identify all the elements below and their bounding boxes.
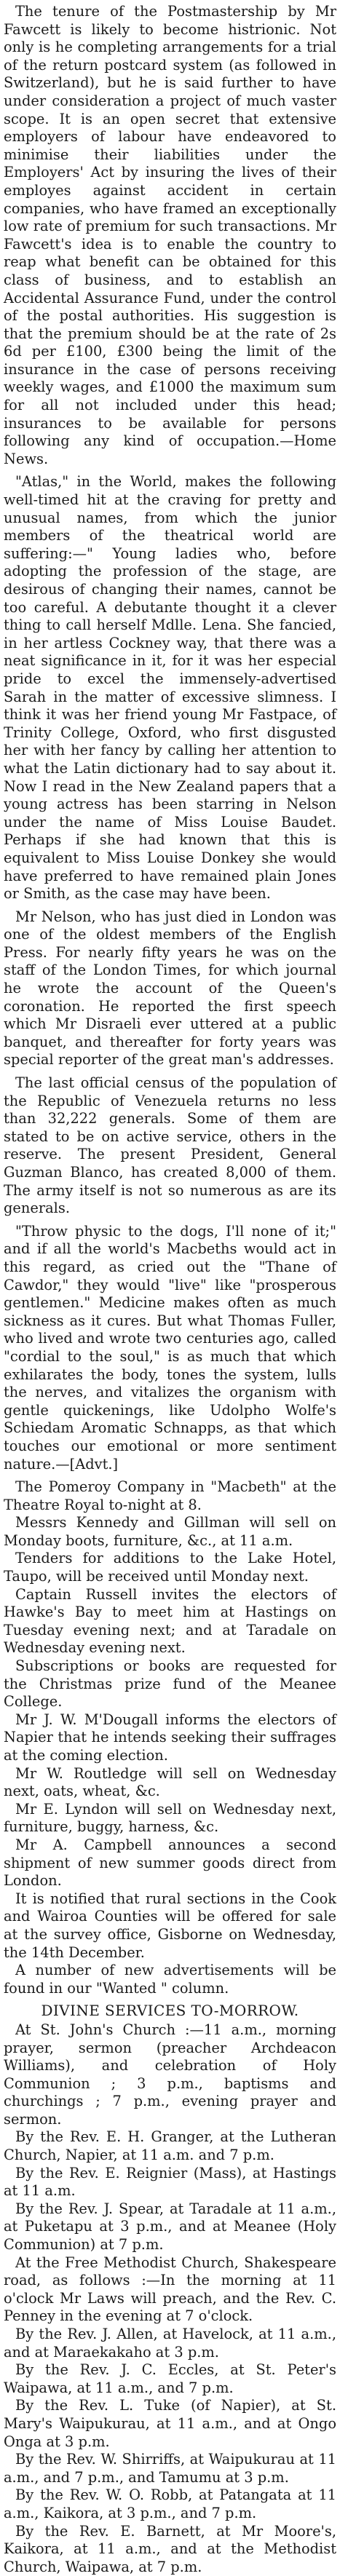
local-item-routledge: Mr W. Routledge will sell on Wednesday next, oats, wheat, &c. (4, 1764, 336, 1800)
service-st-marys-waipukurau: By the Rev. L. Tuke (of Napier), at St. Mary's Waipukurau, at 11 a.m., and at Ongo Onga at 3 p.m. (4, 2397, 336, 2450)
local-item-kennedy-gillman: Messrs Kennedy and Gillman will sell on Monday boots, furniture, &c., at 11 a.m. (4, 1514, 336, 1549)
service-kaikora-barnett: By the Rev. E. Barnett, at Mr Moore's, Kaikora, at 11 a.m., and at the Methodist Church, Waipawa, at 7 p.m. (4, 2522, 336, 2575)
local-item-meanee-college: Subscriptions or books are requested for the Christmas prize fund of the Meanee College. (4, 1657, 336, 1711)
section-heading-divine-services: DIVINE SERVICES TO-MORROW. (41, 2002, 299, 2020)
local-item-new-advertisements: A number of new advertisements will be found in our "Wanted " column. (4, 1962, 336, 1997)
local-item-lyndon: Mr E. Lyndon will sell on Wednesday next, furniture, buggy, harness, &c. (4, 1800, 336, 1836)
service-hastings-mass: By the Rev. E. Reignier (Mass), at Hastings at 11 a.m. (4, 2164, 336, 2200)
local-item-captain-russell: Captain Russell invites the electors of Hawke's Bay to meet him at Hastings on Tuesday evening next; and at Taradale on Wednesday evening next. (4, 1585, 336, 1657)
local-item-pomeroy-company: The Pomeroy Company in "Macbeth" at the Theatre Royal to-night at 8. (4, 1478, 336, 1513)
service-patangata: By the Rev. W. O. Robb, at Patangata at 11 a.m., Kaikora, at 3 p.m., and 7 p.m. (4, 2486, 336, 2521)
article-atlas-stage-names: "Atlas," in the World, makes the following well-timed hit at the craving for pretty and unusual names, from which the junior members of the theatrical world are suffering:—" Young ladies who, before adopting the profession of the stage, are desirous of changing their names, cannot be too careful. A debutante thought it a clever thing to call herself Mdlle. Lena. She fancied, in her artless Cockney way, that there was a neat significance in it, for it was her especial pride to excel the immensely-advertised Sarah in the matter of excessive slimness. I think it was her friend young Mr Fastpace, of Trinity College, Oxford, who first disgusted her with her fancy by calling her attention to what the Latin dictionary had to say about it. Now I read in the New Zealand papers that a young actress has been starring in Nelson under the name of Miss Louise Baudet. Perhaps if she had known that this is equivalent to Miss Louise Donkey she would have preferred to have remained plain Jones or Smith, as the case may have been. (4, 473, 336, 903)
service-st-peters-waipawa: By the Rev. J. C. Eccles, at St. Peter's Waipawa, at 11 a.m., and 7 p.m. (4, 2361, 336, 2396)
service-taradale: By the Rev. J. Spear, at Taradale at 11 a.m., at Puketapu at 3 p.m., and at Meanee (Holy Communion) at 7 p.m. (4, 2200, 336, 2254)
service-shirriffs: By the Rev. W. Shirriffs, at Waipukurau at 11 a.m., and 7 p.m., and Tamumu at 3 p.m. (4, 2451, 336, 2486)
service-lutheran: By the Rev. E. H. Granger, at the Lutheran Church, Napier, at 11 a.m. and 7 p.m. (4, 2128, 336, 2164)
advertisement-schnapps: "Throw physic to the dogs, I'll none of it;" and if all the world's Macbeths would act in this regard, as cried out the "Thane of Cawdor," they would "live" like "prosperous gentlemen." Medicine makes often as much sickness as it cures. But what Thomas Fuller, who lived and wrote two centuries ago, called "cordial to the soul," is as much that which exhilarates the body, tones the system, lulls the nerves, and vitalizes the organism with gentle quickenings, like Udolpho Wolfe's Schiedam Aromatic Schnapps, as that which touches our emotional or more sentiment nature.—[Advt.] (4, 1222, 336, 1473)
service-free-methodist: At the Free Methodist Church, Shakespeare road, as follows :—In the morning at 11 o'clock Mr Laws will preach, and the Rev. C. Penney in the evening at 7 o'clock. (4, 2254, 336, 2325)
local-item-mdougall: Mr J. W. M'Dougall informs the electors of Napier that he intends seeking their suffrages at the coming election. (4, 1711, 336, 1764)
local-item-campbell: Mr A. Campbell announces a second shipment of new summer goods direct from London. (4, 1836, 336, 1890)
service-havelock: By the Rev. J. Allen, at Havelock, at 11 a.m., and at Maraekakaho at 3 p.m. (4, 2326, 336, 2361)
local-item-lake-hotel: Tenders for additions to the Lake Hotel, Taupo, will be received until Monday next. (4, 1550, 336, 1585)
article-venezuela-census: The last official census of the population of the Republic of Venezuela returns no less than 32,222 generals. Some of them are stated to be on active service, others in the reserve. The present President, General Guzman Blanco, has created 8,000 of them. The army itself is not so numerous as are its generals. (4, 1074, 336, 1217)
article-mr-nelson-obituary: Mr Nelson, who has just died in London was one of the oldest members of the English Press. For nearly fifty years he was on the staff of the London Times, for which journal he wrote the account of the Queen's coronation. He reported the first speech which Mr Disraeli ever uttered at a public banquet, and thereafter for forty years was special reporter of the great man's addresses. (4, 908, 336, 1069)
local-item-rural-sections: It is notified that rural sections in the Cook and Wairoa Counties will be offered for sale at the survey office, Gisborne on Wednesday, the 14th December. (4, 1890, 336, 1961)
service-st-johns: At St. John's Church :—11 a.m., morning prayer, sermon (preacher Archdeacon Williams), and celebration of Holy Communion ; 3 p.m., baptisms and churchings ; 7 p.m., evening prayer and sermon. (4, 2021, 336, 2128)
article-postmaster-insurance: The tenure of the Postmastership by Mr Fawcett is likely to become histrionic. Not only is he completing arrangements for a trial of the return postcard system (as followed in Switzerland), but he is said further to have under consideration a project of much vaster scope. It is an open secret that extensive employers of labour have endeavored to minimise their liabilities under the Employers' Act by insuring the lives of their employes against accident in certain companies, who have framed an exceptionally low rate of premium for such transactions. Mr Fawcett's idea is to enable the country to reap what benefit can be obtained for this class of business, and to establish an Accidental Assurance Fund, under the control of the postal authorities. His suggestion is that the premium should be at the rate of 2s 6d per £100, £300 being the limit of the insurance in the case of persons receiving weekly wages, and £1000 the maximum sum for all not included under this head; insurances to be available for persons following any kind of occupation.—Home News. (4, 3, 336, 467)
